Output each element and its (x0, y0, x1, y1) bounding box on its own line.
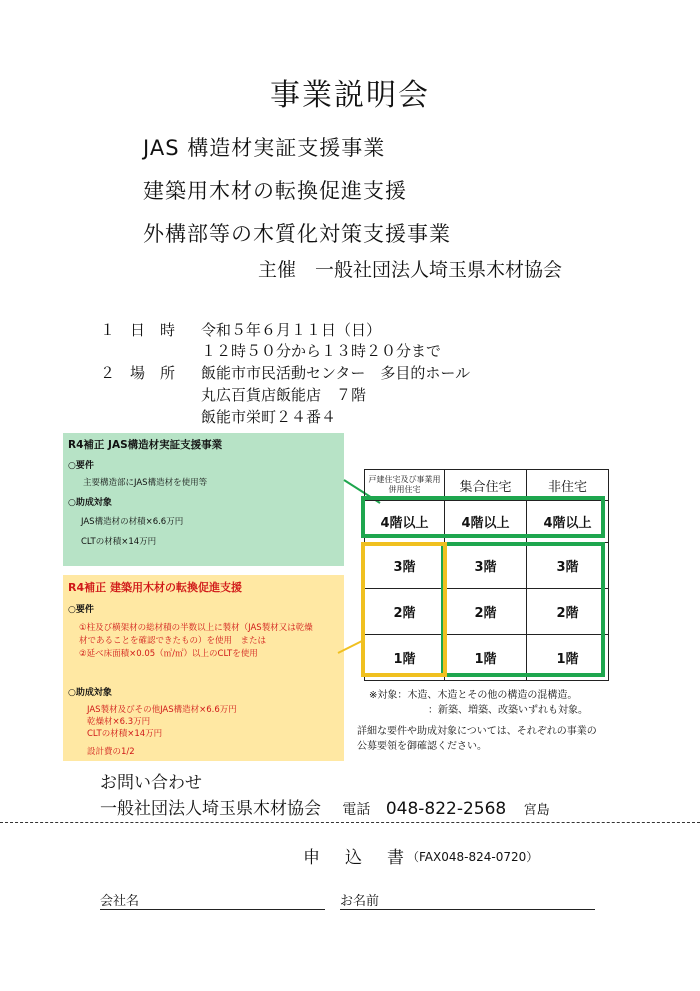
company-name-field[interactable] (100, 890, 325, 910)
project-3: 外構部等の木質化対策支援事業 (143, 222, 451, 246)
tel-number: 048-822-2568 (385, 799, 507, 819)
table-cell: 1階 (445, 635, 527, 681)
box2-title: R4補正 建築用木材の転換促進支援 (68, 581, 242, 594)
project-1: JAS 構造材実証支援事業 (143, 136, 386, 160)
box2-req-3: ②延べ床面積×0.05（㎥/㎡）以上のCLTを使用 (79, 649, 258, 659)
cut-line (0, 822, 700, 823)
box2-subsidy-2: 乾燥材×6.3万円 (87, 717, 151, 727)
box2-subsidy-3: CLTの材積×14万円 (87, 729, 163, 739)
contact-line (100, 794, 550, 819)
person-name-field[interactable] (340, 890, 595, 910)
box2-subsidy-label: ○助成対象 (68, 688, 112, 698)
box2-subsidy-1: JAS製材及びその他JAS構造材×6.6万円 (87, 705, 237, 715)
page-title: 事業説明会 (270, 78, 430, 113)
place-address: 飯能市栄町２４番４ (201, 408, 337, 426)
company-label: 会社名 (100, 894, 140, 909)
green-highlight-top (361, 496, 605, 538)
date-value: 令和５年６月１１日（日） (201, 321, 382, 339)
note-construction: ：新築、増築、改築いずれも対象。 (428, 705, 588, 716)
project-2: 建築用木材の転換促進支援 (143, 179, 407, 203)
application-form-title: 申 込 書 (303, 848, 408, 868)
box1-subsidy-1: JAS構造材の材積×6.6万円 (81, 517, 184, 527)
box2-req-2: 材であることを確認できたもの）を使用 または (79, 636, 267, 646)
box1-subsidy-2: CLTの材積×14万円 (81, 537, 157, 547)
contact-heading: お問い合わせ (100, 773, 202, 793)
place-value: 飯能市市民活動センター 多目的ホール (201, 364, 471, 382)
table-cell: 3階 (527, 543, 609, 589)
header-non-residential: 非住宅 (527, 470, 609, 501)
contact-org: 一般社団法人埼玉県木材協会 (100, 799, 321, 819)
note-detail-1: 詳細な要件や助成対象については、それぞれの事業の (357, 726, 597, 737)
box2-req-label: ○要件 (68, 605, 94, 615)
name-label: お名前 (340, 894, 380, 909)
note-detail-2: 公募要領を御確認ください。 (357, 741, 487, 752)
table-cell: 3階 (365, 543, 445, 589)
table-cell: 3階 (445, 543, 527, 589)
box1-req-text: 主要構造部にJAS構造材を使用等 (83, 478, 208, 488)
box1-title: R4補正 JAS構造材実証支援事業 (68, 439, 223, 451)
date-label: １ 日 時 (100, 321, 176, 339)
time-value: １２時５０分から１３時２０分まで (201, 342, 442, 360)
host-organizer: 主催 一般社団法人埼玉県木材協会 (258, 259, 563, 281)
table-cell: 4階以上 (445, 501, 527, 543)
place-building: 丸広百貨店飯能店 ７階 (201, 386, 367, 404)
table-cell: 2階 (527, 589, 609, 635)
box2-req-1: ①柱及び横架材の総材積の半数以上に製材（JAS製材又は乾燥 (79, 623, 313, 633)
yellow-highlight (361, 542, 447, 677)
tel-label: 電話 (342, 802, 371, 818)
table-cell: 4階以上 (365, 501, 445, 543)
table-cell: 4階以上 (527, 501, 609, 543)
box1-req-label: ○要件 (68, 461, 94, 471)
box1-subsidy-label: ○助成対象 (68, 498, 112, 508)
green-highlight-lower (441, 542, 605, 677)
box2-subsidy-4: 設計費の1/2 (87, 747, 135, 757)
contact-person: 宮島 (523, 803, 550, 818)
table-cell: 1階 (365, 635, 445, 681)
table-cell: 2階 (365, 589, 445, 635)
header-apartment: 集合住宅 (445, 470, 527, 501)
table-cell: 1階 (527, 635, 609, 681)
fax-number: （FAX048-824-0720） (407, 850, 539, 864)
place-label: ２ 場 所 (100, 364, 176, 382)
note-target: ※対象：木造、木造とその他の構造の混構造。 (369, 690, 578, 701)
header-detached: 戸建住宅及び事業用併用住宅 (365, 470, 445, 501)
table-cell: 2階 (445, 589, 527, 635)
